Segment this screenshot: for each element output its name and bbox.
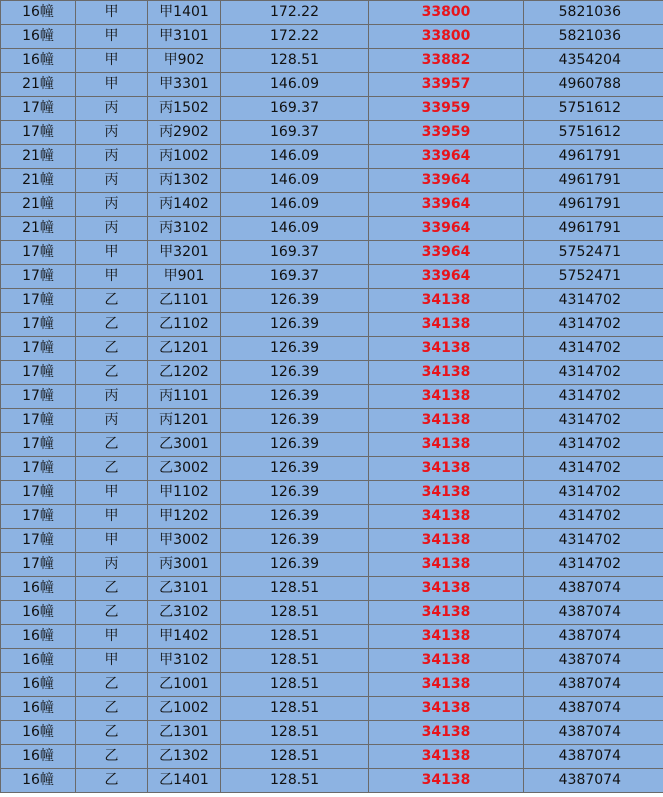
area-cell: 126.39: [221, 385, 369, 409]
table-row: [1, 73, 663, 97]
room-cell: 丙1502: [148, 97, 221, 121]
unit-price-cell: 33800: [369, 1, 524, 25]
total-price-cell: 4387074: [524, 649, 663, 673]
building-cell: 17幢: [1, 97, 76, 121]
room-cell: 乙3001: [148, 433, 221, 457]
unit-price-cell: 33882: [369, 49, 524, 73]
room-cell: 甲3102: [148, 649, 221, 673]
total-price-cell: 4314702: [524, 553, 663, 577]
unit-price-cell: 34138: [369, 289, 524, 313]
building-cell: 17幢: [1, 265, 76, 289]
unit-price-cell: 34138: [369, 649, 524, 673]
unit-cell: 乙: [76, 601, 148, 625]
room-cell: 丙1201: [148, 409, 221, 433]
total-price-cell: 4387074: [524, 721, 663, 745]
total-price-cell: 4314702: [524, 433, 663, 457]
room-cell: 乙1001: [148, 673, 221, 697]
building-cell: 21幢: [1, 193, 76, 217]
total-price-cell: 4314702: [524, 481, 663, 505]
total-price-cell: 4961791: [524, 169, 663, 193]
unit-price-cell: 33964: [369, 265, 524, 289]
area-cell: 169.37: [221, 121, 369, 145]
unit-cell: 甲: [76, 265, 148, 289]
area-cell: 126.39: [221, 337, 369, 361]
unit-price-cell: 33800: [369, 25, 524, 49]
building-cell: 17幢: [1, 457, 76, 481]
room-cell: 乙1102: [148, 313, 221, 337]
unit-cell: 丙: [76, 145, 148, 169]
unit-cell: 乙: [76, 769, 148, 793]
total-price-cell: 4314702: [524, 361, 663, 385]
room-cell: 甲1202: [148, 505, 221, 529]
area-cell: 126.39: [221, 433, 369, 457]
unit-price-cell: 34138: [369, 769, 524, 793]
room-cell: 丙3001: [148, 553, 221, 577]
area-cell: 126.39: [221, 505, 369, 529]
room-cell: 甲901: [148, 265, 221, 289]
unit-cell: 乙: [76, 457, 148, 481]
unit-price-cell: 34138: [369, 721, 524, 745]
unit-cell: 丙: [76, 409, 148, 433]
building-cell: 16幢: [1, 745, 76, 769]
area-cell: 146.09: [221, 217, 369, 241]
area-cell: 146.09: [221, 73, 369, 97]
total-price-cell: 4387074: [524, 577, 663, 601]
total-price-cell: 4314702: [524, 289, 663, 313]
building-cell: 16幢: [1, 49, 76, 73]
area-cell: 128.51: [221, 769, 369, 793]
total-price-cell: 4387074: [524, 601, 663, 625]
table-row: [1, 241, 663, 265]
unit-price-cell: 33959: [369, 121, 524, 145]
table-row: [1, 337, 663, 361]
unit-cell: 丙: [76, 385, 148, 409]
unit-cell: 甲: [76, 625, 148, 649]
unit-cell: 乙: [76, 361, 148, 385]
total-price-cell: 4387074: [524, 745, 663, 769]
unit-price-cell: 34138: [369, 553, 524, 577]
total-price-cell: 5752471: [524, 241, 663, 265]
table-row: [1, 697, 663, 721]
area-cell: 128.51: [221, 745, 369, 769]
total-price-cell: 4961791: [524, 193, 663, 217]
building-cell: 16幢: [1, 25, 76, 49]
unit-cell: 甲: [76, 241, 148, 265]
table-row: [1, 505, 663, 529]
table-row: [1, 769, 663, 793]
unit-cell: 乙: [76, 745, 148, 769]
room-cell: 乙1401: [148, 769, 221, 793]
total-price-cell: 4314702: [524, 385, 663, 409]
unit-price-cell: 34138: [369, 409, 524, 433]
total-price-cell: 4314702: [524, 505, 663, 529]
room-cell: 丙3102: [148, 217, 221, 241]
unit-price-cell: 34138: [369, 673, 524, 697]
unit-cell: 甲: [76, 481, 148, 505]
total-price-cell: 4961791: [524, 145, 663, 169]
area-cell: 146.09: [221, 193, 369, 217]
room-cell: 甲3002: [148, 529, 221, 553]
unit-price-cell: 34138: [369, 457, 524, 481]
room-cell: 甲3101: [148, 25, 221, 49]
table-row: [1, 601, 663, 625]
table-row: [1, 745, 663, 769]
table-row: [1, 625, 663, 649]
table-row: [1, 577, 663, 601]
table-row: [1, 97, 663, 121]
room-cell: 丙1101: [148, 385, 221, 409]
building-cell: 17幢: [1, 241, 76, 265]
room-cell: 乙1002: [148, 697, 221, 721]
room-cell: 丙1002: [148, 145, 221, 169]
room-cell: 乙1202: [148, 361, 221, 385]
building-cell: 16幢: [1, 1, 76, 25]
table-row: [1, 313, 663, 337]
unit-price-cell: 34138: [369, 529, 524, 553]
area-cell: 126.39: [221, 457, 369, 481]
total-price-cell: 4314702: [524, 457, 663, 481]
total-price-cell: 4961791: [524, 217, 663, 241]
room-cell: 乙1101: [148, 289, 221, 313]
area-cell: 126.39: [221, 313, 369, 337]
area-cell: 126.39: [221, 553, 369, 577]
unit-price-cell: 33964: [369, 217, 524, 241]
table-row: [1, 25, 663, 49]
building-cell: 17幢: [1, 409, 76, 433]
table-row: [1, 649, 663, 673]
area-cell: 128.51: [221, 721, 369, 745]
unit-cell: 乙: [76, 721, 148, 745]
table-row: [1, 433, 663, 457]
table-row: [1, 481, 663, 505]
table-row: [1, 145, 663, 169]
unit-cell: 乙: [76, 697, 148, 721]
area-cell: 126.39: [221, 289, 369, 313]
unit-price-cell: 34138: [369, 481, 524, 505]
total-price-cell: 5821036: [524, 25, 663, 49]
unit-price-cell: 34138: [369, 433, 524, 457]
room-cell: 丙1302: [148, 169, 221, 193]
area-cell: 146.09: [221, 145, 369, 169]
unit-price-cell: 34138: [369, 361, 524, 385]
unit-price-cell: 33957: [369, 73, 524, 97]
building-cell: 17幢: [1, 481, 76, 505]
table-row: [1, 457, 663, 481]
building-cell: 17幢: [1, 121, 76, 145]
total-price-cell: 4314702: [524, 337, 663, 361]
unit-price-cell: 34138: [369, 745, 524, 769]
unit-price-cell: 33964: [369, 145, 524, 169]
area-cell: 146.09: [221, 169, 369, 193]
total-price-cell: 4387074: [524, 625, 663, 649]
table-row: [1, 673, 663, 697]
table-row: [1, 121, 663, 145]
unit-cell: 甲: [76, 529, 148, 553]
area-cell: 128.51: [221, 697, 369, 721]
building-cell: 16幢: [1, 697, 76, 721]
total-price-cell: 5752471: [524, 265, 663, 289]
area-cell: 169.37: [221, 241, 369, 265]
building-cell: 17幢: [1, 505, 76, 529]
area-cell: 128.51: [221, 649, 369, 673]
unit-cell: 乙: [76, 289, 148, 313]
table-row: [1, 529, 663, 553]
area-cell: 128.51: [221, 601, 369, 625]
table-row: [1, 49, 663, 73]
total-price-cell: 4314702: [524, 313, 663, 337]
unit-price-cell: 34138: [369, 601, 524, 625]
building-cell: 21幢: [1, 217, 76, 241]
table-row: [1, 385, 663, 409]
unit-cell: 丙: [76, 169, 148, 193]
table-row: [1, 289, 663, 313]
building-cell: 17幢: [1, 337, 76, 361]
total-price-cell: 5821036: [524, 1, 663, 25]
room-cell: 乙1201: [148, 337, 221, 361]
unit-cell: 丙: [76, 121, 148, 145]
unit-price-cell: 33959: [369, 97, 524, 121]
unit-cell: 丙: [76, 553, 148, 577]
unit-cell: 乙: [76, 673, 148, 697]
unit-price-cell: 34138: [369, 337, 524, 361]
table-row: [1, 361, 663, 385]
building-cell: 16幢: [1, 625, 76, 649]
room-cell: 丙1402: [148, 193, 221, 217]
area-cell: 126.39: [221, 361, 369, 385]
building-cell: 17幢: [1, 361, 76, 385]
total-price-cell: 4960788: [524, 73, 663, 97]
table-row: [1, 265, 663, 289]
area-cell: 169.37: [221, 97, 369, 121]
building-cell: 16幢: [1, 577, 76, 601]
area-cell: 126.39: [221, 481, 369, 505]
table-row: [1, 721, 663, 745]
room-cell: 丙2902: [148, 121, 221, 145]
unit-cell: 丙: [76, 193, 148, 217]
building-cell: 17幢: [1, 289, 76, 313]
unit-price-cell: 33964: [369, 241, 524, 265]
room-cell: 甲3301: [148, 73, 221, 97]
unit-cell: 乙: [76, 433, 148, 457]
room-cell: 甲902: [148, 49, 221, 73]
unit-price-cell: 33964: [369, 193, 524, 217]
area-cell: 172.22: [221, 25, 369, 49]
unit-price-cell: 33964: [369, 169, 524, 193]
unit-price-cell: 34138: [369, 697, 524, 721]
area-cell: 128.51: [221, 673, 369, 697]
building-cell: 21幢: [1, 169, 76, 193]
area-cell: 126.39: [221, 409, 369, 433]
unit-cell: 甲: [76, 25, 148, 49]
table-row: [1, 217, 663, 241]
room-cell: 乙1301: [148, 721, 221, 745]
unit-cell: 乙: [76, 337, 148, 361]
building-cell: 17幢: [1, 385, 76, 409]
building-cell: 16幢: [1, 721, 76, 745]
room-cell: 乙3002: [148, 457, 221, 481]
total-price-cell: 4387074: [524, 769, 663, 793]
unit-cell: 丙: [76, 217, 148, 241]
unit-price-cell: 34138: [369, 385, 524, 409]
unit-cell: 甲: [76, 1, 148, 25]
building-cell: 21幢: [1, 145, 76, 169]
room-cell: 乙3102: [148, 601, 221, 625]
table-row: [1, 553, 663, 577]
unit-cell: 甲: [76, 649, 148, 673]
building-cell: 21幢: [1, 73, 76, 97]
table-row: [1, 193, 663, 217]
unit-price-cell: 34138: [369, 625, 524, 649]
building-cell: 17幢: [1, 553, 76, 577]
building-cell: 16幢: [1, 769, 76, 793]
unit-cell: 乙: [76, 577, 148, 601]
area-cell: 169.37: [221, 265, 369, 289]
area-cell: 126.39: [221, 529, 369, 553]
building-cell: 17幢: [1, 313, 76, 337]
building-cell: 16幢: [1, 673, 76, 697]
unit-cell: 甲: [76, 73, 148, 97]
unit-cell: 甲: [76, 49, 148, 73]
total-price-cell: 4354204: [524, 49, 663, 73]
room-cell: 甲1102: [148, 481, 221, 505]
unit-price-cell: 34138: [369, 505, 524, 529]
building-cell: 16幢: [1, 649, 76, 673]
area-cell: 172.22: [221, 1, 369, 25]
table-row: [1, 1, 663, 25]
total-price-cell: 4387074: [524, 673, 663, 697]
room-cell: 乙1302: [148, 745, 221, 769]
total-price-cell: 4387074: [524, 697, 663, 721]
area-cell: 128.51: [221, 49, 369, 73]
total-price-cell: 5751612: [524, 97, 663, 121]
building-cell: 17幢: [1, 529, 76, 553]
unit-price-cell: 34138: [369, 313, 524, 337]
unit-cell: 乙: [76, 313, 148, 337]
building-cell: 17幢: [1, 433, 76, 457]
room-cell: 乙3101: [148, 577, 221, 601]
total-price-cell: 4314702: [524, 529, 663, 553]
total-price-cell: 5751612: [524, 121, 663, 145]
building-cell: 16幢: [1, 601, 76, 625]
unit-cell: 甲: [76, 505, 148, 529]
table-row: [1, 169, 663, 193]
unit-cell: 丙: [76, 97, 148, 121]
table-row: [1, 409, 663, 433]
price-list-body: [1, 1, 663, 793]
area-cell: 128.51: [221, 625, 369, 649]
total-price-cell: 4314702: [524, 409, 663, 433]
room-cell: 甲1401: [148, 1, 221, 25]
room-cell: 甲1402: [148, 625, 221, 649]
area-cell: 128.51: [221, 577, 369, 601]
unit-price-cell: 34138: [369, 577, 524, 601]
room-cell: 甲3201: [148, 241, 221, 265]
